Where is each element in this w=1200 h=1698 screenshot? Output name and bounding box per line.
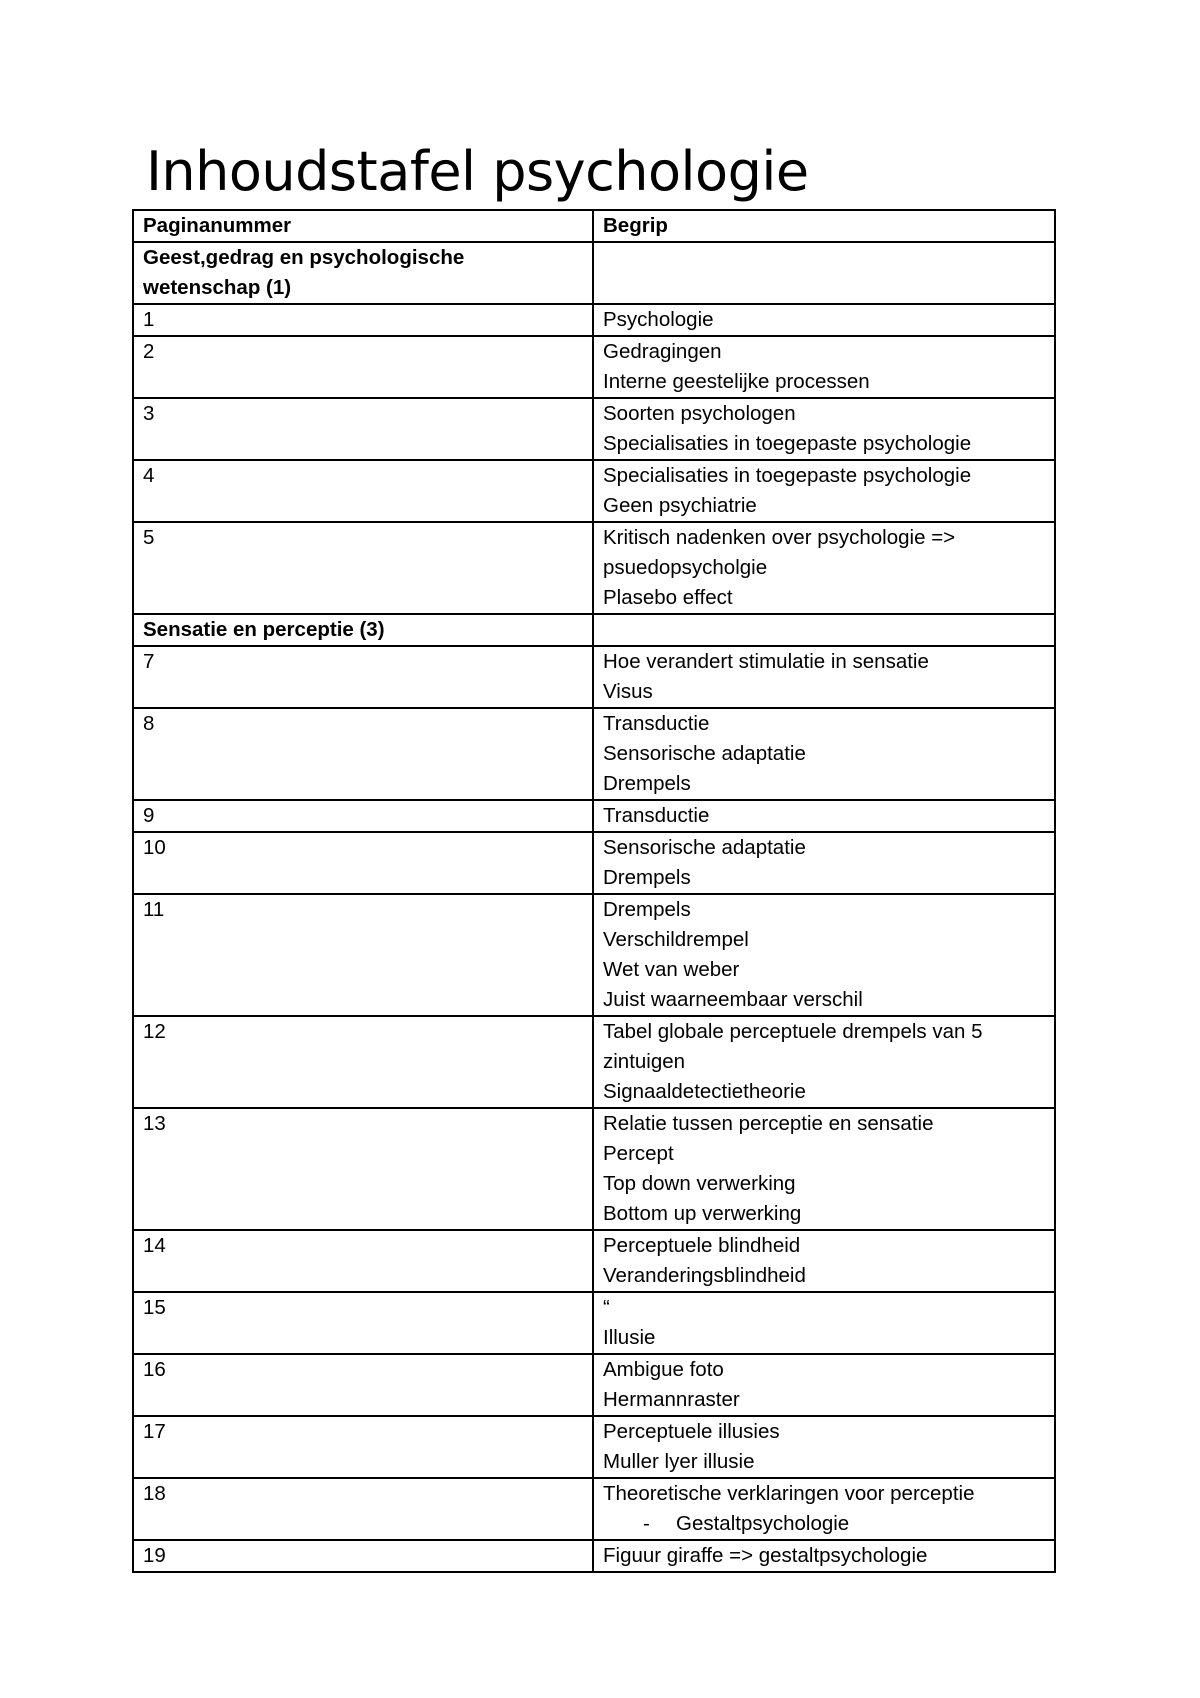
term-line: Hoe verandert stimulatie in sensatie xyxy=(603,650,929,673)
page-number: 17 xyxy=(143,1420,166,1443)
table-row xyxy=(133,1108,1055,1230)
page-number-cell xyxy=(133,1354,593,1416)
term-cell xyxy=(593,832,1055,894)
term-line: Drempels xyxy=(603,772,691,795)
page-number: 19 xyxy=(143,1544,166,1567)
bullet-text: Gestaltpsychologie xyxy=(676,1512,850,1535)
term-line: Transductie xyxy=(603,712,710,735)
section-title-line: wetenschap (1) xyxy=(143,276,292,299)
table-row xyxy=(133,1016,1055,1108)
table-row xyxy=(133,894,1055,1016)
page-title: Inhoudstafel psychologie xyxy=(146,140,809,203)
table-row xyxy=(133,800,1055,832)
page-number: 2 xyxy=(143,340,155,363)
section-title-line: Sensatie en perceptie (3) xyxy=(143,618,385,641)
term-cell xyxy=(593,460,1055,522)
term-line: Top down verwerking xyxy=(603,1172,796,1195)
table-row xyxy=(133,398,1055,460)
table-row xyxy=(133,1416,1055,1478)
term-line: Specialisaties in toegepaste psychologie xyxy=(603,464,972,487)
term-line: Muller lyer illusie xyxy=(603,1450,755,1473)
page-number-cell xyxy=(133,1230,593,1292)
page-number-cell xyxy=(133,460,593,522)
section-row xyxy=(133,614,1055,646)
term-cell xyxy=(593,1230,1055,1292)
term-line: Veranderingsblindheid xyxy=(603,1264,806,1287)
page-number-cell xyxy=(133,1540,593,1572)
term-line: zintuigen xyxy=(603,1050,686,1073)
page-number: 11 xyxy=(143,898,165,921)
page-number-cell xyxy=(133,708,593,800)
page-number-cell xyxy=(133,336,593,398)
term-line: Geen psychiatrie xyxy=(603,494,757,517)
table-row xyxy=(133,1540,1055,1572)
page-number: 4 xyxy=(143,464,155,487)
dash-bullet: - xyxy=(643,1512,650,1535)
term-line: Wet van weber xyxy=(603,958,740,981)
term-line: Sensorische adaptatie xyxy=(603,742,806,765)
term-line: Drempels xyxy=(603,866,691,889)
term-cell xyxy=(593,1108,1055,1230)
term-line: Percept xyxy=(603,1142,674,1165)
term-line: Plasebo effect xyxy=(603,586,733,609)
page-number-cell xyxy=(133,1478,593,1540)
table-row xyxy=(133,1478,1055,1540)
page-number: 10 xyxy=(143,836,166,859)
term-line: Tabel globale perceptuele drempels van 5 xyxy=(603,1020,983,1043)
term-cell xyxy=(593,1416,1055,1478)
term-line: Kritisch nadenken over psychologie => xyxy=(603,526,956,549)
page-number: 15 xyxy=(143,1296,166,1319)
page-number-cell xyxy=(133,522,593,614)
term-cell xyxy=(593,1292,1055,1354)
term-cell xyxy=(593,398,1055,460)
term-line: Theoretische verklaringen voor perceptie xyxy=(603,1482,975,1505)
page-number: 5 xyxy=(143,526,155,549)
term-cell xyxy=(593,242,1055,304)
table-row xyxy=(133,646,1055,708)
page-number: 7 xyxy=(143,650,155,673)
bullet-term-line xyxy=(603,1509,1045,1539)
table-row xyxy=(133,1230,1055,1292)
term-line: “ xyxy=(603,1296,610,1319)
term-line: Interne geestelijke processen xyxy=(603,370,870,393)
section-title-line: Geest,gedrag en psychologische xyxy=(143,246,465,269)
term-cell xyxy=(593,336,1055,398)
term-line: Juist waarneembaar verschil xyxy=(603,988,863,1011)
page-number: 3 xyxy=(143,402,155,425)
page-number: 16 xyxy=(143,1358,166,1381)
term-line: Psychologie xyxy=(603,308,714,331)
table-header-row xyxy=(133,210,1055,242)
term-line: Perceptuele illusies xyxy=(603,1420,780,1443)
term-cell xyxy=(593,800,1055,832)
section-row xyxy=(133,242,1055,304)
term-cell xyxy=(593,1540,1055,1572)
page-number: 12 xyxy=(143,1020,166,1043)
page-number: 14 xyxy=(143,1234,166,1257)
table-row xyxy=(133,1292,1055,1354)
page-number-cell xyxy=(133,800,593,832)
section-title xyxy=(133,614,593,646)
term-line: Soorten psychologen xyxy=(603,402,796,425)
term-line: Verschildrempel xyxy=(603,928,749,951)
table-row xyxy=(133,460,1055,522)
term-line: Relatie tussen perceptie en sensatie xyxy=(603,1112,934,1135)
term-line: Gedragingen xyxy=(603,340,722,363)
term-line: Specialisaties in toegepaste psychologie xyxy=(603,432,972,455)
page-number: 18 xyxy=(143,1482,166,1505)
page-number-cell xyxy=(133,1016,593,1108)
page-number-cell xyxy=(133,894,593,1016)
table-row xyxy=(133,304,1055,336)
page-number: 1 xyxy=(143,308,155,331)
term-line: Ambigue foto xyxy=(603,1358,724,1381)
term-line: Drempels xyxy=(603,898,691,921)
term-cell xyxy=(593,522,1055,614)
term-line: psuedopsycholgie xyxy=(603,556,768,579)
term-cell xyxy=(593,1478,1055,1540)
page-number-cell xyxy=(133,646,593,708)
page-number: 13 xyxy=(143,1112,166,1135)
term-line: Sensorische adaptatie xyxy=(603,836,806,859)
contents-table xyxy=(132,209,1056,1573)
table-row xyxy=(133,832,1055,894)
term-line: Visus xyxy=(603,680,653,703)
section-title xyxy=(133,242,593,304)
term-cell xyxy=(593,708,1055,800)
term-line: Hermannraster xyxy=(603,1388,740,1411)
term-cell xyxy=(593,1016,1055,1108)
term-cell xyxy=(593,614,1055,646)
term-cell xyxy=(593,646,1055,708)
table-row xyxy=(133,336,1055,398)
term-line: Figuur giraffe => gestaltpsychologie xyxy=(603,1544,928,1567)
term-line: Perceptuele blindheid xyxy=(603,1234,801,1257)
page-number-cell xyxy=(133,1416,593,1478)
term-cell xyxy=(593,1354,1055,1416)
table-row xyxy=(133,708,1055,800)
term-cell xyxy=(593,304,1055,336)
table-row xyxy=(133,1354,1055,1416)
table-row xyxy=(133,522,1055,614)
term-line: Illusie xyxy=(603,1326,656,1349)
term-line: Signaaldetectietheorie xyxy=(603,1080,806,1103)
page-number-cell xyxy=(133,1108,593,1230)
page-number: 9 xyxy=(143,804,155,827)
term-line: Bottom up verwerking xyxy=(603,1202,802,1225)
page-number-cell xyxy=(133,832,593,894)
page-number-cell xyxy=(133,398,593,460)
page-number: 8 xyxy=(143,712,155,735)
header-term: Begrip xyxy=(593,210,1055,242)
page-number-cell xyxy=(133,1292,593,1354)
term-line: Transductie xyxy=(603,804,710,827)
header-page-number: Paginanummer xyxy=(133,210,593,242)
page-number-cell xyxy=(133,304,593,336)
term-cell xyxy=(593,894,1055,1016)
